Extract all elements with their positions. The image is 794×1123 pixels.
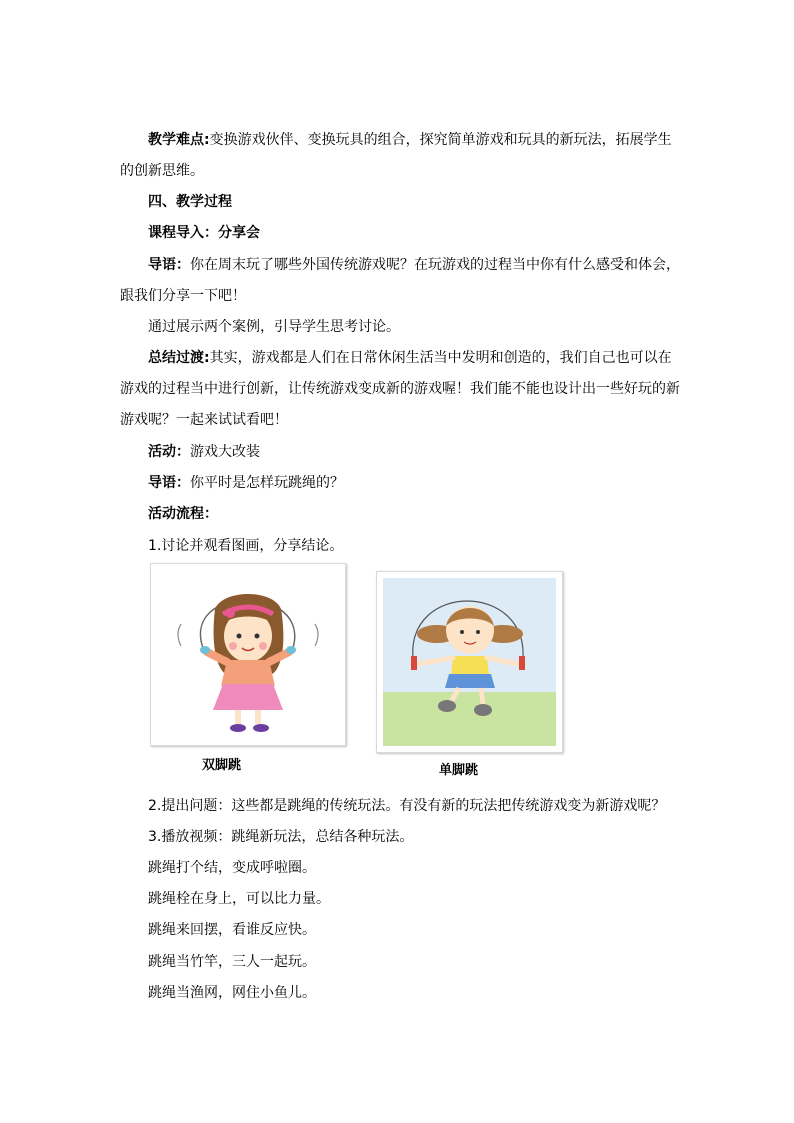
step-2: 2.提出问题：这些都是跳绳的传统玩法。有没有新的玩法把传统游戏变为新游戏呢？: [148, 798, 666, 814]
difficulty-line-2: 的创新思维。: [120, 163, 204, 179]
guide-line-1: 导语：你在周末玩了哪些外国传统游戏呢？在玩游戏的过程当中你有什么感受和体会，: [148, 257, 680, 273]
difficulty-text-1: 变换游戏伙伴、变换玩具的组合，探究简单游戏和玩具的新玩法，拓展学生: [209, 132, 672, 148]
double-foot-jump-illustration: [150, 563, 346, 746]
cases-text: 通过展示两个案例，引导学生思考讨论。: [148, 319, 400, 335]
method-item: 跳绳当竹竿，三人一起玩。: [148, 954, 316, 970]
guide2-label: 导语：: [148, 475, 190, 491]
method-item: 跳绳栓在身上，可以比力量。: [148, 891, 330, 907]
activity-line: 活动：游戏大改装: [148, 444, 260, 460]
single-foot-jump-illustration: [376, 571, 563, 753]
intro-heading: 课程导入：分享会: [148, 225, 260, 241]
difficulty-line-1: [148, 130, 708, 150]
step-1: 1.讨论并观看图画，分享结论。: [148, 538, 344, 554]
girl-jumping-rope-icon: [151, 564, 345, 745]
activity-label: 活动：: [148, 444, 190, 460]
guide-line-2: 跟我们分享一下吧！: [120, 288, 246, 304]
summary-line-3: 游戏呢？一起来试试看吧！: [120, 412, 288, 428]
guide2-line: 导语：你平时是怎样玩跳绳的？: [148, 475, 344, 491]
method-item: 跳绳来回摆，看谁反应快。: [148, 922, 316, 938]
section-heading: 四、教学过程: [148, 194, 232, 210]
method-item: 跳绳打个结，变成呼啦圈。: [148, 860, 316, 876]
difficulty-label: 教学难点:: [148, 132, 210, 148]
step-3: 3.播放视频：跳绳新玩法，总结各种玩法。: [148, 829, 414, 845]
summary-label: 总结过渡:: [148, 350, 210, 366]
guide-label: 导语：: [148, 257, 190, 273]
summary-line-2: 游戏的过程当中进行创新，让传统游戏变成新的游戏喔！我们能不能也设计出一些好玩的新: [120, 381, 680, 397]
summary-line-1: 总结过渡:其实，游戏都是人们在日常休闲生活当中发明和创造的，我们自己也可以在: [148, 350, 672, 366]
right-image-caption: 单脚跳: [439, 763, 479, 778]
girl-hopping-rope-icon: [377, 572, 562, 752]
left-image-caption: 双脚跳: [202, 758, 242, 773]
method-item: 跳绳当渔网，网住小鱼儿。: [148, 985, 316, 1001]
flow-heading: 活动流程：: [148, 506, 218, 522]
